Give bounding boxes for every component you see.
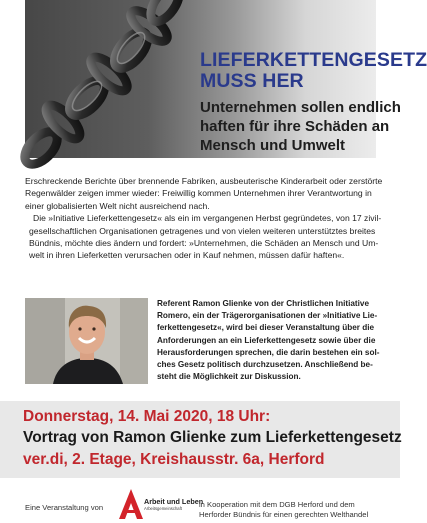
intro-line: Regenwälder zeigen immer wieder: Freiwillig kommen Unternehmen ihrer Verantwortung in [25, 188, 372, 199]
subheadline-line-2: haften für ihre Schäden an [200, 118, 390, 135]
intro-line: einer globalisierten Welt nicht ausreichend nach. [25, 200, 210, 211]
bio-line: Herausforderungen sprechen, die darin bestehen ein sol- [157, 347, 380, 357]
bio-line: steht die Möglichkeit zur Diskussion. [157, 372, 301, 382]
cooperation-line: Herforder Bündnis für einen gerechten Welthandel [199, 510, 369, 519]
intro-text [25, 175, 383, 262]
subheadline-line-3: Mensch und Umwelt [200, 137, 346, 154]
event-venue: ver.di, 2. Etage, Kreishausstr. 6a, Herford [23, 451, 325, 468]
speaker-photo [25, 298, 148, 384]
headline [200, 50, 427, 92]
bio-line: ferkettengesetz«, wird bei dieser Veranstaltung über die [157, 323, 375, 333]
intro-paragraph-2 [25, 212, 380, 262]
speaker-bio [157, 298, 382, 383]
intro-line: welt in ihren Lieferketten verursachen oder in Kauf nehmen, müssen dafür haften«. [29, 250, 345, 261]
headline-line-1: LIEFERKETTENGESETZ [200, 49, 427, 71]
headline-line-2: MUSS HER [200, 70, 304, 92]
logo-tagline: Arbeitsgemeinschaft [144, 506, 182, 511]
intro-line: Bündnis, möchte dies ändern und fordert: »Unternehmen, die Schäden an Mensch und Um- [29, 238, 379, 249]
intro-line: Erschreckende Berichte über brennende Fabriken, ausbeuterische Kinderarbeit oder zerstörte [25, 176, 383, 186]
bio-line: ches Gesetz politisch durchzusetzen. Anschließend be- [157, 360, 373, 370]
bio-line: Romero, ein der Trägerorganisationen der »Initiative Lie- [157, 311, 378, 321]
arbeit-und-leben-logo-icon [118, 488, 144, 520]
event-talk-title: Vortrag von Ramon Glienke zum Lieferkettengesetz [23, 429, 402, 446]
subheadline-line-1: Unternehmen sollen endlich [200, 99, 401, 116]
event-details [0, 401, 400, 478]
event-date: Donnerstag, 14. Mai 2020, 18 Uhr: [23, 408, 271, 425]
bio-line: Referent Ramon Glienke von der Christlichen Initiative [157, 299, 370, 308]
intro-line: gesellschaftlichen Organisationen getragenes und von vielen weiteren unterstütztes breites [29, 225, 376, 236]
intro-line: Die »Initiative Lieferkettengesetz« als ein im vergangenen Herbst gegründetes, von 17 zivil- [33, 213, 382, 224]
bio-line: Anforderungen an ein Lieferkettengesetz sowie über die [157, 335, 376, 345]
cooperation-line: in Kooperation mit dem DGB Herford und dem [199, 500, 355, 509]
hero-image [25, 0, 427, 158]
organizer-logo [118, 488, 204, 520]
logo-name: Arbeit und Leben [144, 497, 204, 506]
organizer-label: Eine Veranstaltung von [25, 503, 104, 512]
cooperation-text [199, 500, 368, 520]
portrait-icon [25, 298, 148, 384]
subheadline [200, 98, 401, 155]
intro-paragraph-1 [25, 175, 383, 212]
